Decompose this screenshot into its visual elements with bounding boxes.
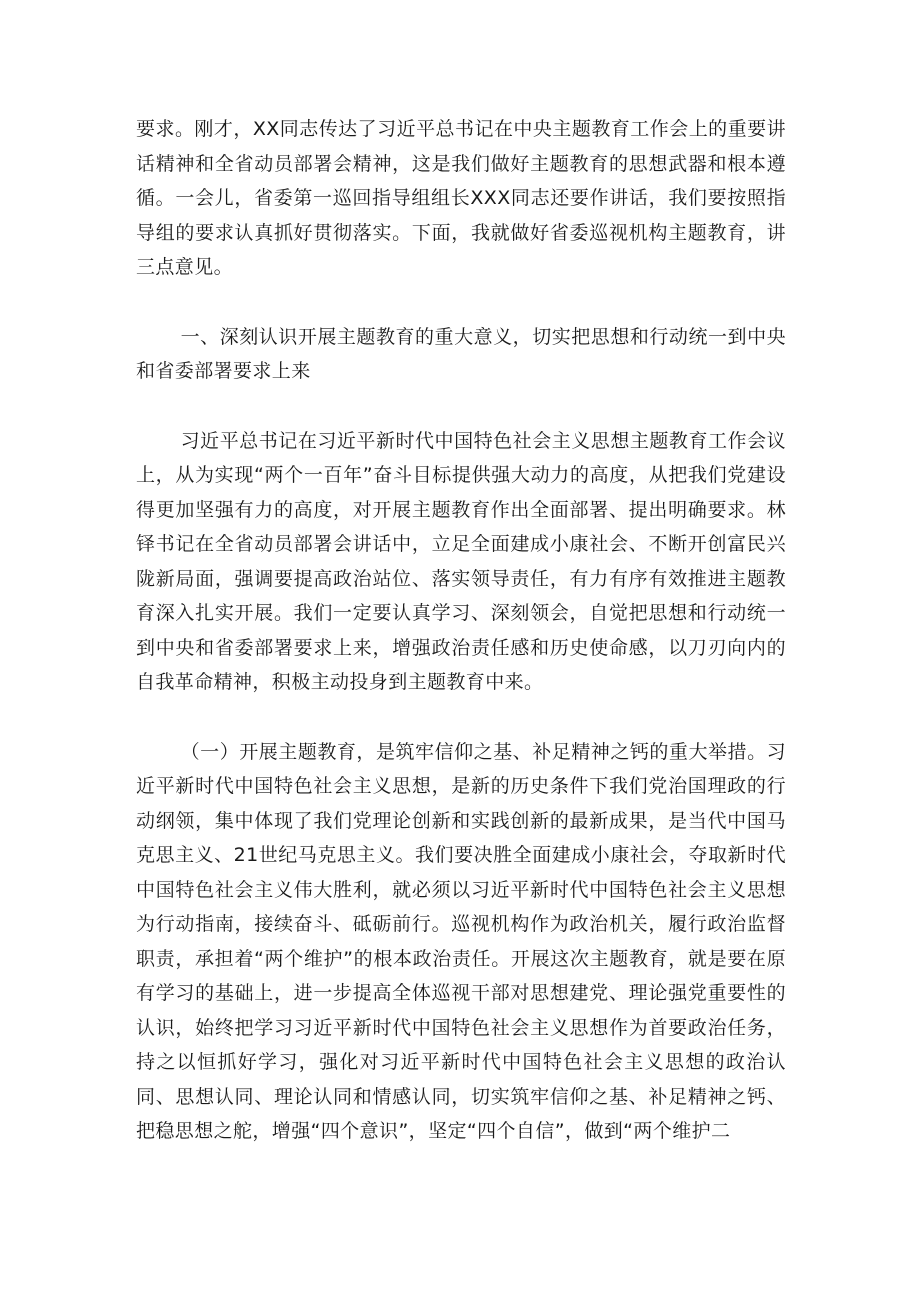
paragraph-opening: 要求。刚才，XX同志传达了习近平总书记在中央主题教育工作会上的重要讲话精神和全省动员部署会精神，这是我们做好主题教育的思想武器和根本遵循。一会儿，省委第一巡回指导组组长XXX同志还要作讲话，我们要按照指导组的要求认真抓好贯彻落实。下面，我就做好省委巡视机构主题教育，讲三点意见。 [136, 118, 786, 278]
document-body [136, 112, 786, 1149]
paragraph-section-1-body: 习近平总书记在习近平新时代中国特色社会主义思想主题教育工作会议上，从为实现“两个一百年”奋斗目标提供强大动力的高度，从把我们党建设得更加坚强有力的高度，对开展主题教育作出全面部署、提出明确要求。林铎书记在全省动员部署会讲话中，立足全面建成小康社会、不断开创富民兴陇新局面，强调要提高政治站位、落实领导责任，有力有序有效推进主题教育深入扎实开展。我们一定要认真学习、深刻领会，自觉把思想和行动统一到中央和省委部署要求上来，增强政治责任感和历史使命感，以刀刃向内的自我革命精神，积极主动投身到主题教育中来。 [136, 429, 786, 693]
paragraph-subsection-1: （一）开展主题教育，是筑牢信仰之基、补足精神之钙的重大举措。习近平新时代中国特色社会主义思想，是新的历史条件下我们党治国理政的行动纲领，集中体现了我们党理论创新和实践创新的最新成果，是当代中国马克思主义、21世纪马克思主义。我们要决胜全面建成小康社会，夺取新时代中国特色社会主义伟大胜利，就必须以习近平新时代中国特色社会主义思想为行动指南，接续奋斗、砥砺前行。巡视机构作为政治机关，履行政治监督职责，承担着“两个维护”的根本政治责任。开展这次主题教育，就是要在原有学习的基础上，进一步提高全体巡视干部对思想建党、理论强党重要性的认识，始终把学习习近平新时代中国特色社会主义思想作为首要政治任务，持之以恒抓好学习，强化对习近平新时代中国特色社会主义思想的政治认同、思想认同、理论认同和情感认同，切实筑牢信仰之基、补足精神之钙、把稳思想之舵，增强“四个意识”，坚定“四个自信”，做到“两个维护二 [136, 740, 786, 1142]
section-heading-1: 一、深刻认识开展主题教育的重大意义，切实把思想和行动统一到中央和省委部署要求上来 [136, 325, 786, 382]
